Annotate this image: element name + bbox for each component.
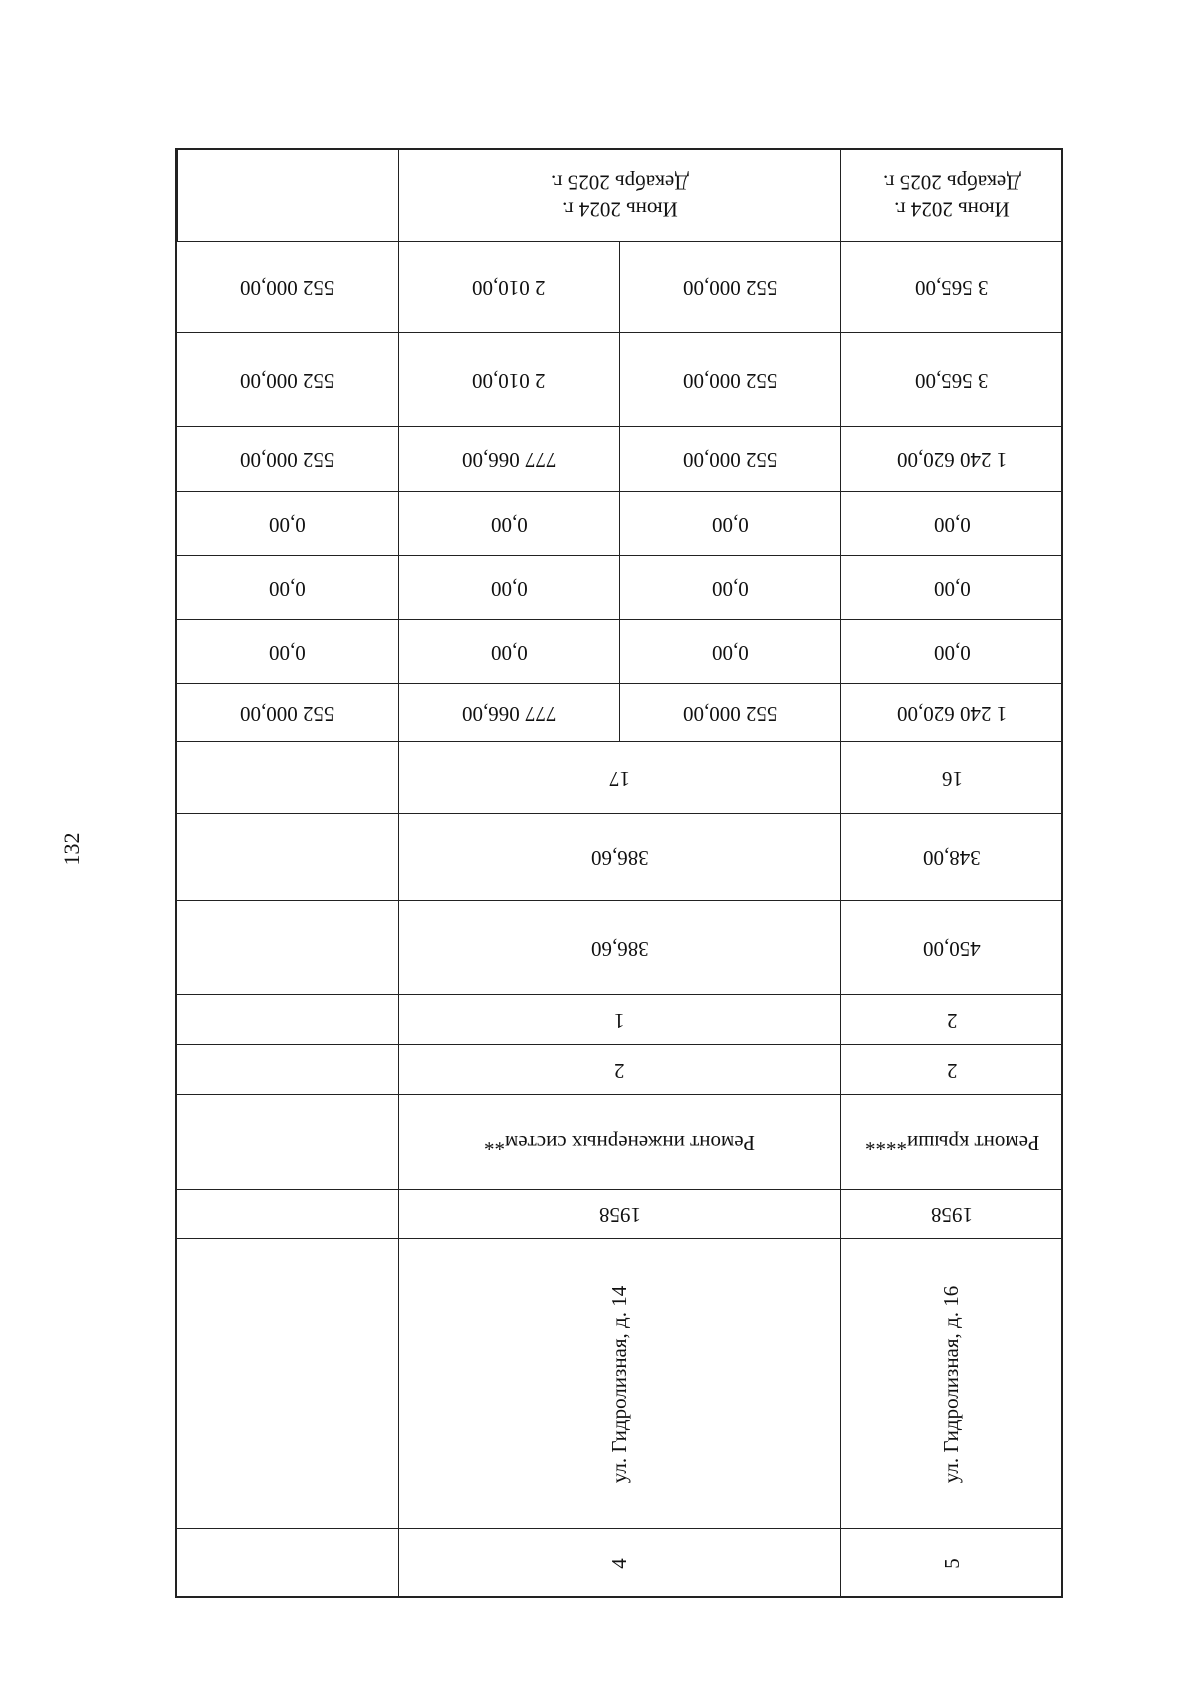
table-row: 386,60 450,00 — [177, 900, 1061, 995]
header-period-b: Июнь 2024 г. Декабрь 2025 г. — [550, 170, 689, 222]
table-row: 0,00 0,00 0,00 0,00 — [177, 491, 1061, 556]
budget-table — [175, 148, 1063, 1598]
table-row: 552 000,00 777 066,00 552 000,00 1 240 620,00 — [177, 426, 1061, 492]
header-period-a: Июнь 2024 г. Декабрь 2025 г. — [883, 170, 1021, 222]
address-b: ул. Гидролизная, д. 14 — [607, 1285, 631, 1483]
table-row: 552 000,00 2 010,00 552 000,00 3 565,00 — [177, 332, 1061, 427]
table-row — [177, 1238, 1061, 1529]
page-number: 132 — [59, 832, 84, 866]
table-row: 0,00 0,00 0,00 0,00 — [177, 619, 1061, 684]
table-row: 552 000,00 777 066,00 552 000,00 1 240 620,00 — [177, 683, 1061, 742]
address-a: ул. Гидролизная, д. 16 — [939, 1285, 964, 1483]
table-row: 0,00 0,00 0,00 0,00 — [177, 555, 1061, 620]
table-row: Ремонт инженерных систем** Ремонт крыши**** — [177, 1094, 1061, 1190]
table-row: 386,60 348,00 — [177, 813, 1061, 901]
table-row: 552 000,00 2 010,00 552 000,00 3 565,00 — [177, 241, 1061, 333]
table-row: 4 5 — [177, 1528, 1061, 1597]
table-row: 1 2 — [177, 994, 1061, 1045]
table-row: 2 2 — [177, 1044, 1061, 1095]
table-header-row — [177, 150, 1061, 241]
table-row: 17 16 — [177, 741, 1061, 814]
table-row: 1958 1958 — [177, 1189, 1061, 1239]
